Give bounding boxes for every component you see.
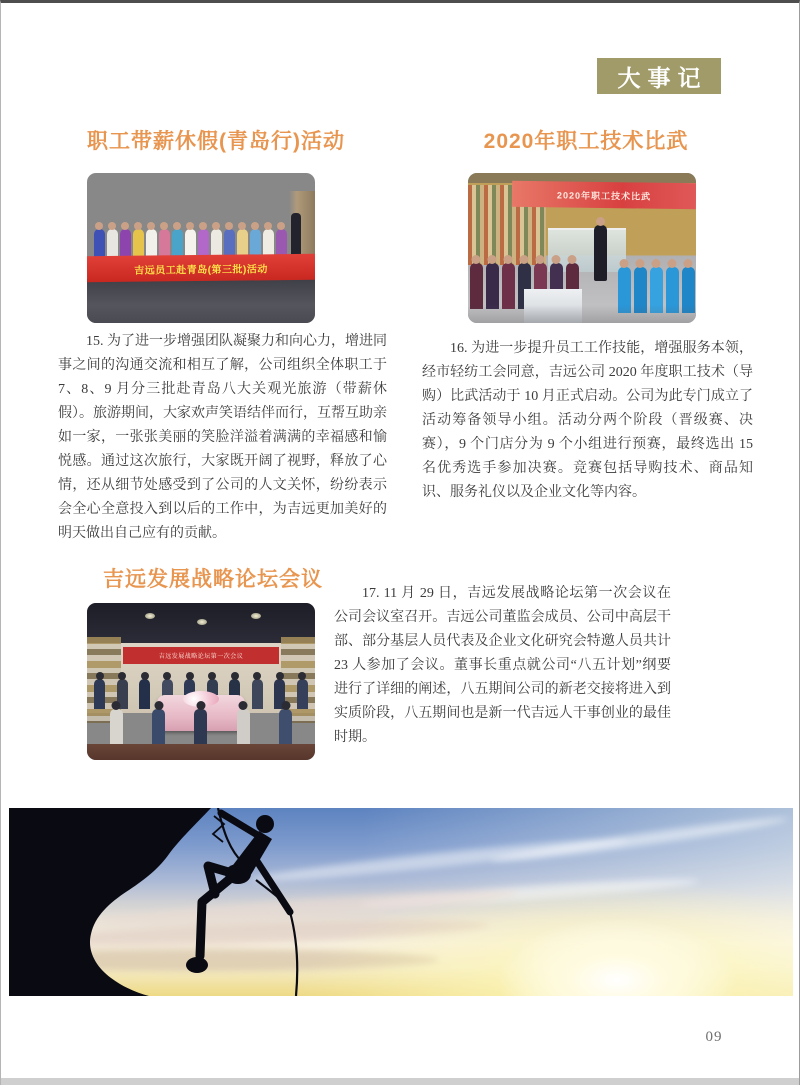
section-tag-label: 大事记	[617, 65, 708, 91]
article-16-title: 2020年职工技术比武	[483, 130, 689, 153]
article-15-body: 15. 为了进一步增强团队凝聚力和向心力，增进同事之间的沟通交流和相互了解，公司组织全体职工于 7、8、9 月分三批赴青岛八大关观光旅游（带薪休假）。旅游期间，大家欢声笑语结伴而行，互帮互助亲如一家，一张张美丽的笑脸洋溢着满满的幸福感和愉悦感。通过这次旅行，大家既开阔了视野，释放了心情，还从细节处感受到了公司的人文关怀，纷纷表示会全心全意投入到以后的工作中，为吉远更加美好的明天做出自己应有的贡献。	[58, 334, 387, 541]
ceiling-light	[197, 619, 207, 625]
page-number: 09	[705, 1029, 723, 1045]
photo-qingdao-trip	[87, 173, 315, 323]
red-banner	[123, 647, 279, 664]
article-16-body: 16. 为进一步提升员工工作技能，增强服务本领，经市轻纺工会同意，吉远公司 2020 年度职工技术（导购）比武活动于 10 月正式启动。公司为此专门成立了活动筹备领导小组。活动分两个阶段（晋级赛、决赛），9 个门店分为 9 个小组进行预赛，最终选出 15 名优秀选手参加决赛。竞赛包括导购技术、商品知识、服务礼仪以及企业文化等内容。	[422, 341, 753, 500]
speaker-figure	[594, 225, 607, 281]
road-foreground	[87, 279, 315, 323]
red-banner-text: 吉远发展战略论坛第一次会议	[158, 654, 244, 660]
photo-rock-climber-hero	[9, 808, 793, 996]
article-17-body: 17. 11 月 29 日，吉远发展战略论坛第一次会议在公司会议室召开。吉远公司董监会成员、公司中高层干部、部分基层人员代表及企业文化研究会特邀人员共计 23 人参加了会议。董事长重点就公司“八五计划”纲要进行了详细的阐述，八五期间公司的新老交接将进入到实质阶段，八五期间也是新一代吉远人干事创业的最佳时期。	[334, 586, 671, 745]
article-15-title: 职工带薪休假(青岛行)活动	[87, 130, 345, 153]
ceiling-light	[145, 613, 155, 619]
red-banner-text: 2020年职工技术比武	[556, 189, 652, 202]
ceiling-light	[251, 613, 261, 619]
page-bottom-edge	[1, 1078, 799, 1085]
climber-sunset-illustration	[9, 808, 793, 996]
article-17-title: 吉远发展战略论坛会议	[103, 568, 323, 591]
staff-group-right	[628, 217, 696, 313]
red-banner-text: 吉远员工赴青岛(第三批)活动	[134, 263, 268, 277]
red-banner	[512, 181, 696, 210]
photo-skills-contest	[468, 173, 696, 323]
floor-shadow	[468, 305, 696, 323]
meeting-room-floor	[87, 744, 315, 760]
photo-strategy-forum	[87, 603, 315, 760]
group-of-people	[91, 219, 289, 259]
red-banner	[87, 254, 315, 282]
section-tag	[597, 58, 721, 94]
